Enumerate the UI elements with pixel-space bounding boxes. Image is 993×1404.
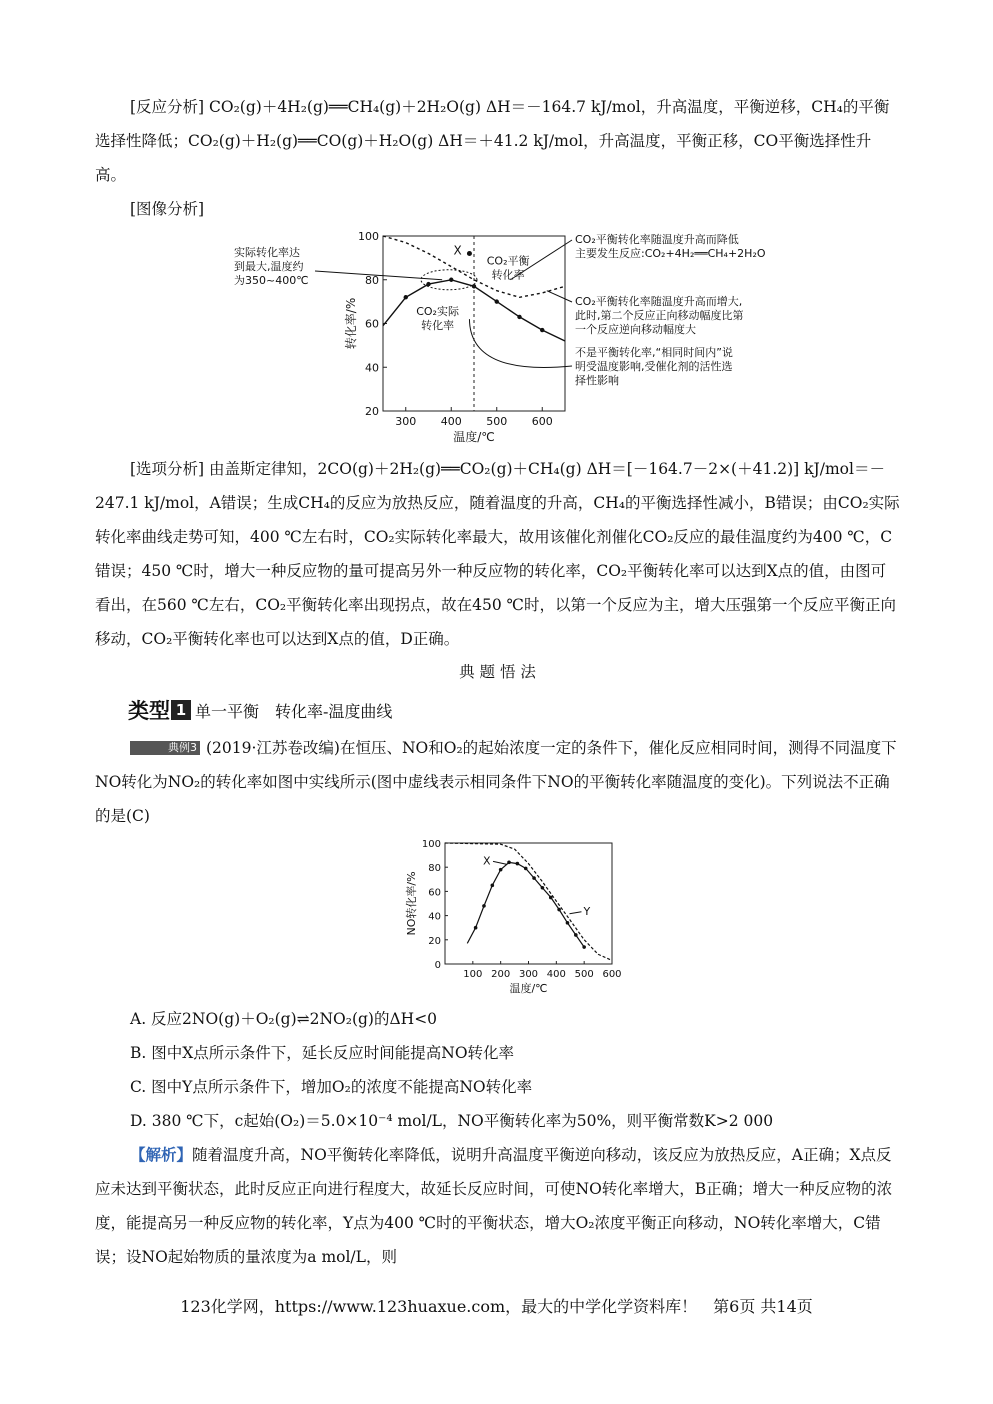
data-point [541,886,545,890]
y-tick-label: 80 [428,863,441,875]
data-point [449,278,453,282]
annotation-arrow [547,291,572,302]
annotation-arrow [469,319,572,367]
y-tick-label: 40 [428,911,441,923]
option-c: C. 图中Y点所示条件下，增加O₂的浓度不能提高NO转化率 [130,1078,533,1096]
data-point [499,868,503,872]
actual-curve-label: 转化率 [421,318,455,332]
x-tick-label: 200 [491,969,511,980]
example-tag: 典例3 [130,741,200,755]
annotation-left: 到最大,温度约 [234,260,304,273]
x-tick-label: 100 [463,969,483,980]
data-point [566,921,570,925]
data-point [516,862,520,866]
chart-no-conversion [395,832,635,1000]
example-stem [95,731,900,833]
data-point [517,315,521,319]
actual-curve-label: CO₂实际 [416,304,459,318]
y-tick-label: 60 [365,317,379,331]
data-point [507,861,511,865]
annotation-r1: 主要发生反应:CO₂+4H₂══CH₄+2H₂O [575,247,766,260]
type-heading [128,695,392,725]
option-b: B. 图中X点所示条件下，延长反应时间能提高NO转化率 [130,1044,515,1062]
y-tick-label: 100 [358,230,379,243]
chart-co2-conversion [220,226,810,458]
data-point [482,904,486,908]
type-heading-text: 单一平衡 转化率-温度曲线 [195,701,393,721]
x-tick-label: 600 [602,969,622,980]
x-axis-label: 温度/℃ [453,430,495,444]
annotation-r2: 此时,第二个反应正向移动幅度比第 [575,309,744,322]
annotation-r2: 一个反应逆向移动幅度大 [575,323,696,336]
x-pointer [493,861,507,864]
annotation-left: 为350~400℃ [234,274,309,287]
x-tick-label: 400 [546,969,566,980]
annotation-r2: CO₂平衡转化率随温度升高而增大, [575,295,743,308]
annotation-r3: 不是平衡转化率,“相同时间内”说 [575,346,733,359]
section-title: 典 题 悟 法 [459,663,536,681]
data-point [582,945,586,949]
data-point [495,299,499,303]
x-tick-label: 600 [531,415,553,428]
y-pointer [569,912,581,914]
data-point [532,876,536,880]
data-point [557,908,561,912]
reaction-analysis: [反应分析] CO₂(g)＋4H₂(g)══CH₄(g)＋2H₂O(g) ΔH＝－164.7 kJ/mol，升高温度，平衡逆移，CH₄的平衡选择性降低；CO₂(g)＋H₂(g)══CO(g)＋H₂O(g) ΔH＝＋41.2 kJ/mol，升高温度，平衡正移，CO平衡选择性升高。 [95,98,890,184]
eq-curve-label: CO₂平衡 [486,254,530,268]
x-point [467,251,472,256]
data-point [491,884,495,888]
y-tick-label: 20 [428,935,441,947]
option-analysis: [选项分析] 由盖斯定律知，2CO(g)＋2H₂(g)══CO₂(g)＋CH₄(g) ΔH＝[－164.7－2×(＋41.2)] kJ/mol＝－247.1 kJ/mol，A错误；生成CH₄的反应为放热反应，随着温度的升高，CH₄的平衡选择性减小，B错误；由CO₂实际转化率曲线走势可知，400 ℃左右时，CO₂实际转化率最大，故用该催化剂催化CO₂反应的最佳温度约为400 ℃，C错误；450 ℃时，增大一种反应物的量可提高另外一种反应物的转化率，CO₂平衡转化率可以达到X点的值，由图可看出，在560 ℃左右，CO₂平衡转化率出现拐点，故在450 ℃时，以第一个反应为主，增大压强第一个反应平衡正向移动，CO₂平衡转化率也可以达到X点的值，D正确。 [95,460,900,648]
y-tick-label: 60 [428,887,441,899]
example-stem-text: (2019·江苏卷改编)在恒压、NO和O₂的起始浓度一定的条件下，催化反应相同时间，测得不同温度下NO转化为NO₂的转化率如图中实线所示(图中虚线表示相同条件下NO的平衡转化率随温度的变化)。下列说法不正确的是(C) [95,739,897,825]
data-point [549,896,553,900]
data-point [524,867,528,871]
type-heading-big: 类型 [128,699,170,723]
y-point-label: Y [583,904,591,918]
x-tick-label: 500 [486,415,508,428]
x-point-label: X [483,854,491,868]
data-point [474,926,478,930]
type-heading-number: 1 [171,700,191,720]
option-a: A. 反应2NO(g)＋O₂(g)⇌2NO₂(g)的ΔH<0 [130,1010,438,1028]
image-analysis-label: [图像分析] [130,200,205,218]
solution [95,1138,900,1274]
solution-tag: 【解析】 [130,1146,193,1164]
y-tick-label: 0 [434,960,441,971]
x-tick-label: 500 [574,969,594,980]
x-point-label: X [453,243,462,258]
y-tick-label: 40 [365,361,379,375]
y-tick-label: 100 [421,839,441,850]
y-tick-label: 80 [365,273,379,287]
x-axis-label: 温度/℃ [509,982,548,995]
y-axis-label: NO转化率/% [405,871,418,936]
page-footer: 123化学网，https://www.123huaxue.com，最大的中学化学资料库！ 第6页 共14页 [180,1297,813,1316]
y-axis-label: 转化率/% [344,297,358,350]
series-line-1 [445,843,612,960]
y-tick-label: 20 [365,405,379,418]
annotation-r1: CO₂平衡转化率随温度升高而降低 [575,233,739,246]
x-tick-label: 300 [395,415,417,428]
annotation-r3: 明受温度影响,受催化剂的活性选 [575,360,733,373]
data-point [404,295,408,299]
annotation-left: 实际转化率达 [234,246,300,259]
data-point [574,933,578,937]
annotation-r3: 择性影响 [575,374,619,387]
eq-curve-label: 转化率 [491,268,525,282]
solution-text: 随着温度升高，NO平衡转化率降低，说明升高温度平衡逆向移动，该反应为放热反应，A正确；X点反应未达到平衡状态，此时反应正向进行程度大，故延长反应时间，可使NO转化率增大，B正确；增大一种反应物的浓度，能提高另一种反应物的转化率，Y点为400 ℃时的平衡状态，增大O₂浓度平衡正向移动，NO转化率增大，C错误；设NO起始物质的量浓度为a mol/L，则 [95,1146,893,1266]
x-tick-label: 400 [440,415,462,428]
x-tick-label: 300 [518,969,539,980]
option-d: D. 380 ℃下，c起始(O₂)＝5.0×10⁻⁴ mol/L，NO平衡转化率为50%，则平衡常数K>2 000 [130,1112,774,1130]
data-point [540,328,544,332]
plot-frame [445,843,612,964]
